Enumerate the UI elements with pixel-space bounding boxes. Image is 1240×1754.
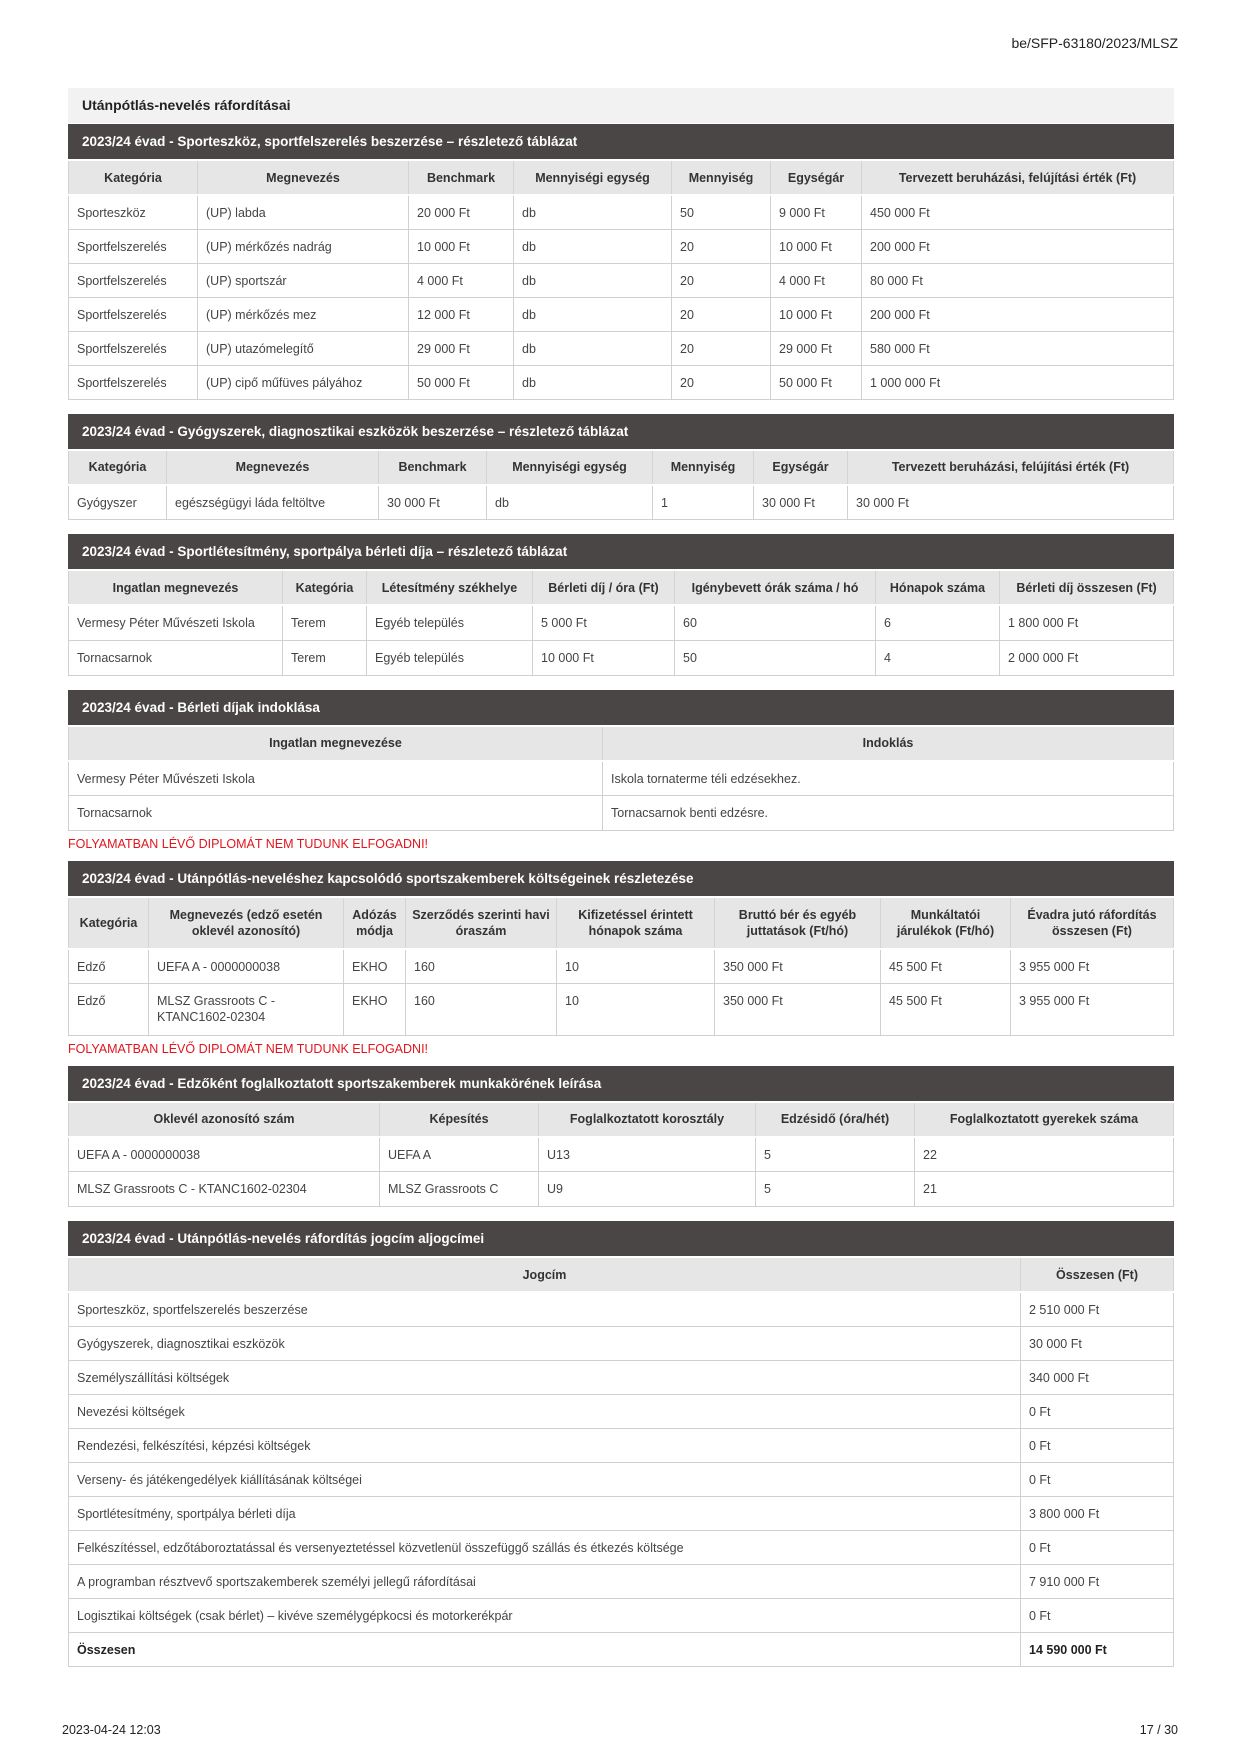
medicine-title: 2023/24 évad - Gyógyszerek, diagnosztikai eszközök beszerzése – részletező táblázat — [68, 414, 1174, 449]
coach-roles-section — [68, 1066, 1174, 1208]
column-header: Kategória — [69, 450, 167, 485]
table-header-row — [69, 160, 1174, 195]
cell: Tornacsarnok benti edzésre. — [603, 796, 1174, 831]
equipment-section — [68, 124, 1174, 400]
cell: 60 — [675, 605, 876, 640]
warning-message: FOLYAMATBAN LÉVŐ DIPLOMÁT NEM TUDUNK ELFOGADNI! — [68, 837, 429, 851]
cell: egészségügyi láda feltöltve — [167, 485, 379, 520]
cell: MLSZ Grassroots C - KTANC1602-02304 — [69, 1172, 380, 1207]
column-header: Bérleti díj / óra (Ft) — [533, 570, 675, 605]
cell: 0 Ft — [1021, 1530, 1174, 1564]
cell: Terem — [283, 640, 367, 675]
cell: 4 — [876, 640, 1000, 675]
cell: Rendezési, felkészítési, képzési költségek — [69, 1428, 1021, 1462]
cell: 3 955 000 Ft — [1011, 949, 1174, 983]
table-row — [69, 1496, 1174, 1530]
column-header: Kategória — [69, 897, 149, 949]
cell: 50 000 Ft — [409, 365, 514, 399]
cell: 0 Ft — [1021, 1598, 1174, 1632]
column-header: Hónapok száma — [876, 570, 1000, 605]
column-header: Egységár — [771, 160, 862, 195]
table-row — [69, 1394, 1174, 1428]
table-row — [69, 1530, 1174, 1564]
page-content — [68, 88, 1174, 1681]
table-row — [69, 297, 1174, 331]
cell: 0 Ft — [1021, 1394, 1174, 1428]
cell: 10 — [557, 983, 715, 1035]
column-header: Benchmark — [379, 450, 487, 485]
cell: Terem — [283, 605, 367, 640]
cell: (UP) labda — [198, 195, 409, 229]
table-row — [69, 229, 1174, 263]
cell: 50 000 Ft — [771, 365, 862, 399]
cell: db — [514, 297, 672, 331]
column-header: Kategória — [69, 160, 198, 195]
total-label: Összesen — [69, 1632, 1021, 1666]
cell: Tornacsarnok — [69, 640, 283, 675]
table-row — [69, 605, 1174, 640]
column-header: Évadra jutó ráfordítás összesen (Ft) — [1011, 897, 1174, 949]
cell: EKHO — [344, 983, 406, 1035]
cell: 30 000 Ft — [379, 485, 487, 520]
cell: EKHO — [344, 949, 406, 983]
cell: 1 000 000 Ft — [862, 365, 1174, 399]
cell: Sporteszköz, sportfelszerelés beszerzése — [69, 1292, 1021, 1326]
column-header: Megnevezés (edző esetén oklevél azonosító) — [149, 897, 344, 949]
column-header: Adózás módja — [344, 897, 406, 949]
cell: UEFA A — [380, 1137, 539, 1172]
staff-costs-table — [68, 896, 1174, 1036]
column-header: Mennyiség — [653, 450, 754, 485]
cell: db — [487, 485, 653, 520]
rental-title: 2023/24 évad - Sportlétesítmény, sportpálya bérleti díja – részletező táblázat — [68, 534, 1174, 569]
cell: 160 — [406, 949, 557, 983]
cell: 0 Ft — [1021, 1428, 1174, 1462]
cell: 350 000 Ft — [715, 983, 881, 1035]
cell: db — [514, 263, 672, 297]
cell: db — [514, 195, 672, 229]
column-header: Kategória — [283, 570, 367, 605]
cell: 340 000 Ft — [1021, 1360, 1174, 1394]
column-header: Megnevezés — [198, 160, 409, 195]
cell: 200 000 Ft — [862, 297, 1174, 331]
cell: (UP) cipő műfüves pályához — [198, 365, 409, 399]
cell: 5 000 Ft — [533, 605, 675, 640]
staff-costs-title: 2023/24 évad - Utánpótlás-neveléshez kapcsolódó sportszakemberek költségeinek részletezése — [68, 861, 1174, 896]
cell: MLSZ Grassroots C - KTANC1602-02304 — [149, 983, 344, 1035]
footer-date: 2023-04-24 12:03 — [62, 1723, 161, 1737]
cell: Sportfelszerelés — [69, 263, 198, 297]
rental-section — [68, 534, 1174, 676]
total-row — [69, 1632, 1174, 1666]
table-row — [69, 1564, 1174, 1598]
cell: Egyéb település — [367, 605, 533, 640]
column-header: Benchmark — [409, 160, 514, 195]
table-row — [69, 640, 1174, 675]
cell: 22 — [915, 1137, 1174, 1172]
cell: 7 910 000 Ft — [1021, 1564, 1174, 1598]
column-header: Megnevezés — [167, 450, 379, 485]
column-header: Mennyiség — [672, 160, 771, 195]
cell: 50 — [672, 195, 771, 229]
cell: 3 955 000 Ft — [1011, 983, 1174, 1035]
cell: 45 500 Ft — [881, 949, 1011, 983]
column-header: Kifizetéssel érintett hónapok száma — [557, 897, 715, 949]
column-header: Oklevél azonosító szám — [69, 1102, 380, 1137]
cell: 5 — [756, 1137, 915, 1172]
cell: 4 000 Ft — [409, 263, 514, 297]
table-row — [69, 1360, 1174, 1394]
equipment-table — [68, 159, 1174, 400]
table-row — [69, 1428, 1174, 1462]
cell: 29 000 Ft — [409, 331, 514, 365]
cell: 0 Ft — [1021, 1462, 1174, 1496]
cell: Felkészítéssel, edzőtáboroztatással és versenyeztetéssel közvetlenül összefüggő szállás és étkezés költsége — [69, 1530, 1021, 1564]
cell: 30 000 Ft — [848, 485, 1174, 520]
table-row — [69, 365, 1174, 399]
document-id: be/SFP-63180/2023/MLSZ — [1011, 35, 1178, 51]
cell: 6 — [876, 605, 1000, 640]
rental-table — [68, 569, 1174, 676]
cell: MLSZ Grassroots C — [380, 1172, 539, 1207]
cell: A programban résztvevő sportszakemberek személyi jellegű ráfordításai — [69, 1564, 1021, 1598]
column-header: Összesen (Ft) — [1021, 1257, 1174, 1292]
total-value: 14 590 000 Ft — [1021, 1632, 1174, 1666]
column-header: Indoklás — [603, 726, 1174, 761]
column-header: Létesítmény székhelye — [367, 570, 533, 605]
cell: Gyógyszer — [69, 485, 167, 520]
summary-table — [68, 1256, 1174, 1667]
cell: 80 000 Ft — [862, 263, 1174, 297]
cell: 10 — [557, 949, 715, 983]
cell: 1 800 000 Ft — [1000, 605, 1174, 640]
cell: Iskola tornaterme téli edzésekhez. — [603, 761, 1174, 796]
table-header-row — [69, 570, 1174, 605]
cell: 45 500 Ft — [881, 983, 1011, 1035]
table-row — [69, 1292, 1174, 1326]
cell: 20 — [672, 331, 771, 365]
column-header: Bruttó bér és egyéb juttatások (Ft/hó) — [715, 897, 881, 949]
table-row — [69, 1462, 1174, 1496]
cell: 20 — [672, 365, 771, 399]
cell: Gyógyszerek, diagnosztikai eszközök — [69, 1326, 1021, 1360]
table-row — [69, 1326, 1174, 1360]
cell: (UP) sportszár — [198, 263, 409, 297]
medicine-table — [68, 449, 1174, 521]
page-number: 17 / 30 — [1139, 1723, 1178, 1737]
cell: Vermesy Péter Művészeti Iskola — [69, 761, 603, 796]
coach-roles-title: 2023/24 évad - Edzőként foglalkoztatott sportszakemberek munkakörének leírása — [68, 1066, 1174, 1101]
cell: (UP) mérkőzés nadrág — [198, 229, 409, 263]
cell: 10 000 Ft — [771, 229, 862, 263]
column-header: Bérleti díj összesen (Ft) — [1000, 570, 1174, 605]
column-header: Tervezett beruházási, felújítási érték (Ft) — [848, 450, 1174, 485]
summary-title: 2023/24 évad - Utánpótlás-nevelés ráfordítás jogcím aljogcímei — [68, 1221, 1174, 1256]
equipment-title: 2023/24 évad - Sporteszköz, sportfelszerelés beszerzése – részletező táblázat — [68, 124, 1174, 159]
table-row — [69, 761, 1174, 796]
cell: 9 000 Ft — [771, 195, 862, 229]
cell: 20 — [672, 263, 771, 297]
table-row — [69, 331, 1174, 365]
column-header: Munkáltatói járulékok (Ft/hó) — [881, 897, 1011, 949]
cell: Sportfelszerelés — [69, 297, 198, 331]
page-title: Utánpótlás-nevelés ráfordításai — [68, 88, 1174, 123]
cell: 1 — [653, 485, 754, 520]
cell: 350 000 Ft — [715, 949, 881, 983]
cell: 30 000 Ft — [1021, 1326, 1174, 1360]
cell: Logisztikai költségek (csak bérlet) – kivéve személygépkocsi és motorkerékpár — [69, 1598, 1021, 1632]
column-header: Mennyiségi egység — [514, 160, 672, 195]
cell: 580 000 Ft — [862, 331, 1174, 365]
table-row — [69, 796, 1174, 831]
cell: U9 — [539, 1172, 756, 1207]
cell: 10 000 Ft — [533, 640, 675, 675]
table-header-row — [69, 726, 1174, 761]
cell: 50 — [675, 640, 876, 675]
table-header-row — [69, 1102, 1174, 1137]
column-header: Jogcím — [69, 1257, 1021, 1292]
cell: 30 000 Ft — [754, 485, 848, 520]
cell: Sportfelszerelés — [69, 229, 198, 263]
cell: 12 000 Ft — [409, 297, 514, 331]
rental-reason-table — [68, 725, 1174, 832]
cell: Vermesy Péter Művészeti Iskola — [69, 605, 283, 640]
cell: Edző — [69, 949, 149, 983]
cell: 200 000 Ft — [862, 229, 1174, 263]
cell: 20 000 Ft — [409, 195, 514, 229]
coach-roles-table — [68, 1101, 1174, 1208]
cell: Személyszállítási költségek — [69, 1360, 1021, 1394]
cell: UEFA A - 0000000038 — [149, 949, 344, 983]
cell: UEFA A - 0000000038 — [69, 1137, 380, 1172]
summary-section — [68, 1221, 1174, 1667]
cell: 2 000 000 Ft — [1000, 640, 1174, 675]
cell: Nevezési költségek — [69, 1394, 1021, 1428]
cell: Tornacsarnok — [69, 796, 603, 831]
table-header-row — [69, 1257, 1174, 1292]
column-header: Foglalkoztatott korosztály — [539, 1102, 756, 1137]
column-header: Képesítés — [380, 1102, 539, 1137]
cell: Egyéb település — [367, 640, 533, 675]
cell: db — [514, 331, 672, 365]
medicine-section — [68, 414, 1174, 521]
table-row — [69, 195, 1174, 229]
cell: (UP) mérkőzés mez — [198, 297, 409, 331]
column-header: Edzésidő (óra/hét) — [756, 1102, 915, 1137]
cell: (UP) utazómelegítő — [198, 331, 409, 365]
warning-message: FOLYAMATBAN LÉVŐ DIPLOMÁT NEM TUDUNK ELFOGADNI! — [68, 1041, 429, 1056]
cell: 10 000 Ft — [771, 297, 862, 331]
table-row — [69, 263, 1174, 297]
cell: 3 800 000 Ft — [1021, 1496, 1174, 1530]
table-header-row — [69, 450, 1174, 485]
cell: 450 000 Ft — [862, 195, 1174, 229]
staff-costs-section — [68, 861, 1174, 1036]
column-header: Ingatlan megnevezés — [69, 570, 283, 605]
cell: 29 000 Ft — [771, 331, 862, 365]
column-header: Egységár — [754, 450, 848, 485]
table-row — [69, 949, 1174, 983]
column-header: Igénybevett órák száma / hó — [675, 570, 876, 605]
cell: Sporteszköz — [69, 195, 198, 229]
column-header: Szerződés szerinti havi óraszám — [406, 897, 557, 949]
cell: 20 — [672, 297, 771, 331]
table-row — [69, 485, 1174, 520]
cell: 4 000 Ft — [771, 263, 862, 297]
column-header: Foglalkoztatott gyerekek száma — [915, 1102, 1174, 1137]
rental-reason-title: 2023/24 évad - Bérleti díjak indoklása — [68, 690, 1174, 725]
table-row — [69, 1137, 1174, 1172]
cell: U13 — [539, 1137, 756, 1172]
cell: Verseny- és játékengedélyek kiállításának költségei — [69, 1462, 1021, 1496]
table-header-row — [69, 897, 1174, 949]
cell: db — [514, 229, 672, 263]
cell: Sportfelszerelés — [69, 365, 198, 399]
table-row — [69, 983, 1174, 1035]
cell: Edző — [69, 983, 149, 1035]
cell: Sportlétesítmény, sportpálya bérleti díja — [69, 1496, 1021, 1530]
cell: Sportfelszerelés — [69, 331, 198, 365]
table-row — [69, 1598, 1174, 1632]
cell: 160 — [406, 983, 557, 1035]
rental-reason-section — [68, 690, 1174, 832]
cell: 5 — [756, 1172, 915, 1207]
column-header: Ingatlan megnevezése — [69, 726, 603, 761]
cell: 21 — [915, 1172, 1174, 1207]
cell: 2 510 000 Ft — [1021, 1292, 1174, 1326]
column-header: Mennyiségi egység — [487, 450, 653, 485]
cell: 10 000 Ft — [409, 229, 514, 263]
cell: 20 — [672, 229, 771, 263]
column-header: Tervezett beruházási, felújítási érték (Ft) — [862, 160, 1174, 195]
cell: db — [514, 365, 672, 399]
table-row — [69, 1172, 1174, 1207]
